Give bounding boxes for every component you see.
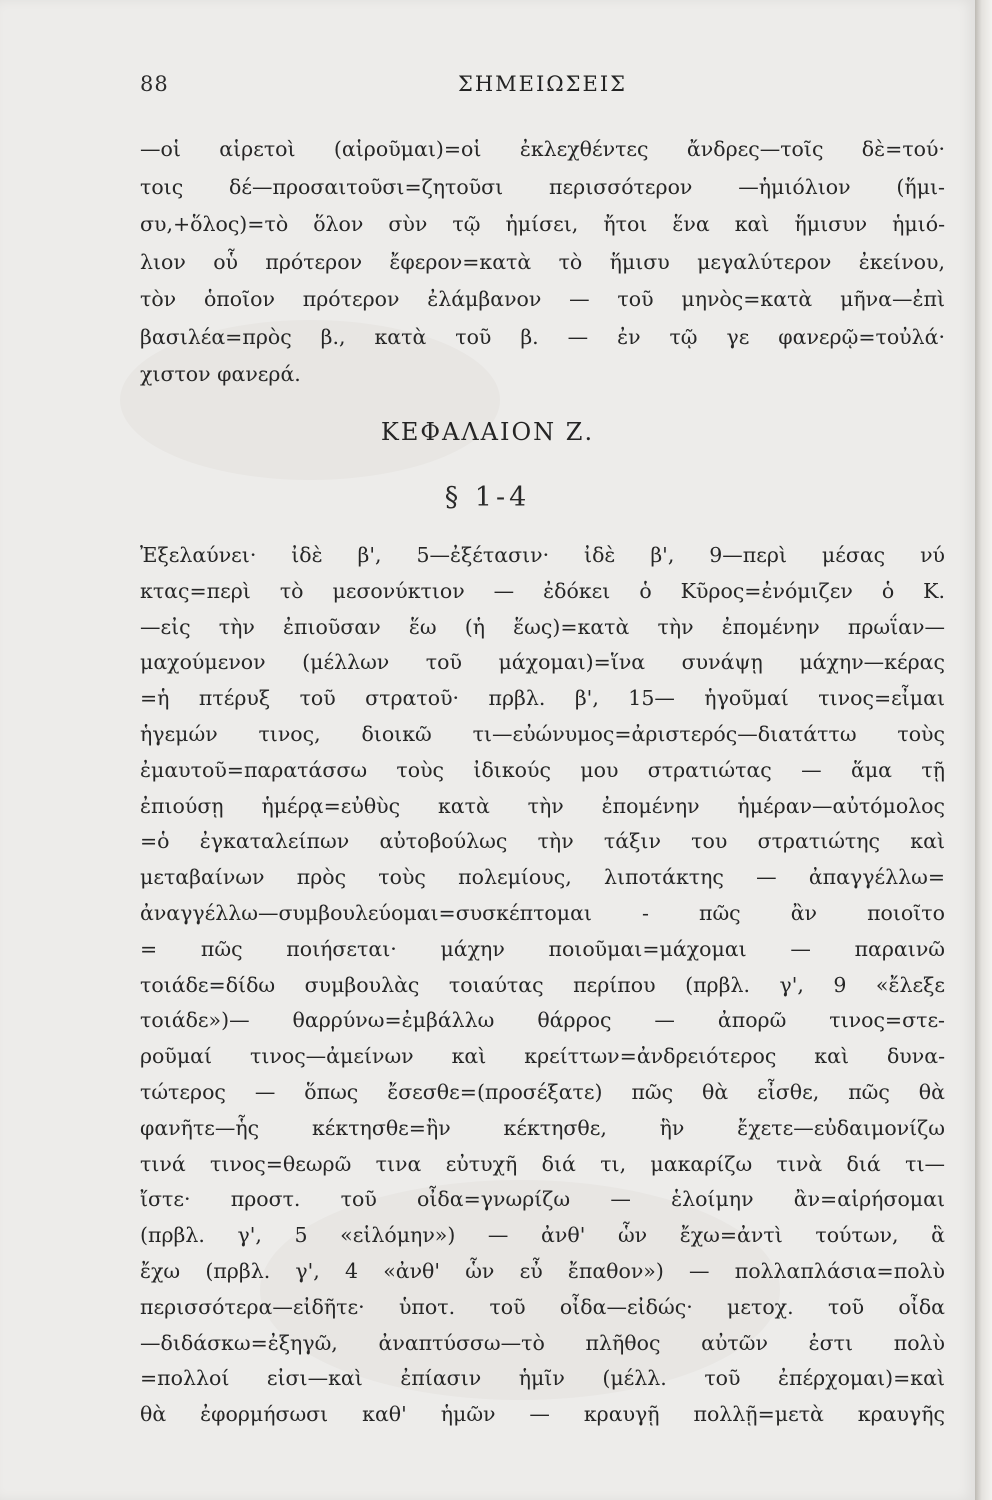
text-line: μεταβαίνων πρὸς τοὺς πολεμίους, λιποτάκτης — ἀπαγγέλλω= [140, 865, 945, 890]
page-header [140, 72, 945, 108]
text-line: λιον οὗ πρότερον ἔφερον=κατὰ τὸ ἥμισυ μεγαλύτερον ἐκείνου, [140, 249, 945, 274]
text-line: (πρβλ. γ', 5 «εἱλόμην») — ἀνθ' ὧν ἔχω=ἀντὶ τούτων, ἃ [140, 1223, 945, 1248]
text-line: =ἡ πτέρυξ τοῦ στρατοῦ· πρβλ. β', 15— ἡγοῦμαί τινος=εἶμαι [140, 686, 945, 711]
chapter-title: ΚΕΦΑΛΑΙΟΝ Ζ. [380, 418, 595, 446]
text-line: —διδάσκω=ἐξηγῶ, ἀναπτύσσω—τὸ πλῆθος αὐτῶν ἐστι πολὺ [140, 1330, 945, 1355]
text-line: —οἱ αἱρετοὶ (αἱροῦμαι)=οἱ ἐκλεχθέντες ἄνδρες—τοῖς δὲ=τού· [140, 137, 945, 161]
text-line: τοις δέ—προσαιτοῦσι=ζητοῦσι περισσότερον —ἡμιόλιον (ἥμι- [140, 174, 945, 199]
text-line: μαχούμενον (μέλλων τοῦ μάχομαι)=ἵνα συνάψῃ μάχην—κέρας [140, 650, 945, 675]
text-line: τοιάδε»)— θαρρύνω=ἐμβάλλω θάρρος — ἀπορῶ τινος=στε- [140, 1008, 945, 1033]
text-line: ἀναγγέλλω—συμβουλεύομαι=συσκέπτομαι - πῶς ἂν ποιοῖτο [140, 900, 945, 925]
text-line: Ἐξελαύνει· ἰδὲ β', 5—ἐξέτασιν· ἰδὲ β', 9—περὶ μέσας νύ [140, 543, 945, 567]
text-line: ἔχω (πρβλ. γ', 4 «ἀνθ' ὧν εὖ ἔπαθον») — πολλαπλάσια=πολὺ [140, 1258, 945, 1283]
text-line: ἐπιούσῃ ἡμέρᾳ=εὐθὺς κατὰ τὴν ἐπομένην ἡμέραν—αὐτόμολος [140, 793, 945, 818]
text-line: ἡγεμών τινος, διοικῶ τι—εὐώνυμος=ἀριστερός—διατάττω τοὺς [140, 721, 945, 746]
text-line: συ,+ὅλος)=τὸ ὅλον σὺν τῷ ἡμίσει, ἤτοι ἕνα καὶ ἥμισυν ἡμιό- [140, 212, 945, 236]
text-line: = πῶς ποιήσεται· μάχην ποιοῦμαι=μάχομαι — παραινῶ [140, 936, 945, 961]
text-line: ροῦμαί τινος—ἀμείνων καὶ κρείττων=ἀνδρειότερος καὶ δυνα- [140, 1044, 945, 1069]
running-head: ΣΗΜΕΙΩΣΕΙΣ [457, 72, 628, 96]
text-line: ἐμαυτοῦ=παρατάσσω τοὺς ἰδικούς μου στρατιώτας — ἅμα τῇ [140, 757, 945, 782]
text-line: χιστον φανερά. [140, 362, 301, 386]
text-line: περισσότερα—εἰδῆτε· ὑποτ. τοῦ οἶδα—εἰδώς· μετοχ. τοῦ οἶδα [140, 1294, 945, 1319]
page-number: 88 [140, 72, 169, 96]
text-line: βασιλέα=πρὸς β., κατὰ τοῦ β. — ἐν τῷ γε φανερῷ=τοὐλά· [140, 324, 945, 349]
text-line: τὸν ὁποῖον πρότερον ἐλάμβανον — τοῦ μηνὸς=κατὰ μῆνα—ἐπὶ [140, 287, 945, 311]
text-line: ἴστε· προστ. τοῦ οἶδα=γνωρίζω — ἑλοίμην ἂν=αἱρήσομαι [140, 1187, 945, 1212]
notes-main-block [140, 538, 945, 1433]
text-line: θὰ ἐφορμήσωσι καθ' ἡμῶν — κραυγῇ πολλῇ=μετὰ κραυγῆς [140, 1402, 945, 1427]
notes-top-block [140, 131, 945, 394]
text-line: τινά τινος=θεωρῶ τινα εὐτυχῆ διά τι, μακαρίζω τινὰ διά τι— [140, 1151, 945, 1176]
text-line: =πολλοί εἰσι—καὶ ἐπίασιν ἡμῖν (μέλλ. τοῦ ἐπέρχομαι)=καὶ [140, 1366, 945, 1391]
text-line: —εἰς τὴν ἐπιοῦσαν ἕω (ἡ ἕως)=κατὰ τὴν ἐπομένην πρωΐαν— [140, 614, 945, 639]
text-line: κτας=περὶ τὸ μεσονύκτιον — ἐδόκει ὁ Κῦρος=ἐνόμιζεν ὁ Κ. [140, 578, 945, 603]
text-line: =ὁ ἐγκαταλείπων αὐτοβούλως τὴν τάξιν του στρατιώτης καὶ [140, 829, 945, 854]
text-line: φανῆτε—ἧς κέκτησθε=ἣν κέκτησθε, ἣν ἔχετε—εὐδαιμονίζω [140, 1115, 945, 1140]
text-line: τώτερος — ὅπως ἔσεσθε=(προσέξατε) πῶς θὰ εἶσθε, πῶς θὰ [140, 1079, 945, 1104]
section-mark: § 1-4 [444, 482, 531, 513]
text-line: τοιάδε=δίδω συμβουλὰς τοιαύτας περίπου (πρβλ. γ', 9 «ἔλεξε [140, 972, 945, 997]
page-edge [975, 0, 992, 1500]
